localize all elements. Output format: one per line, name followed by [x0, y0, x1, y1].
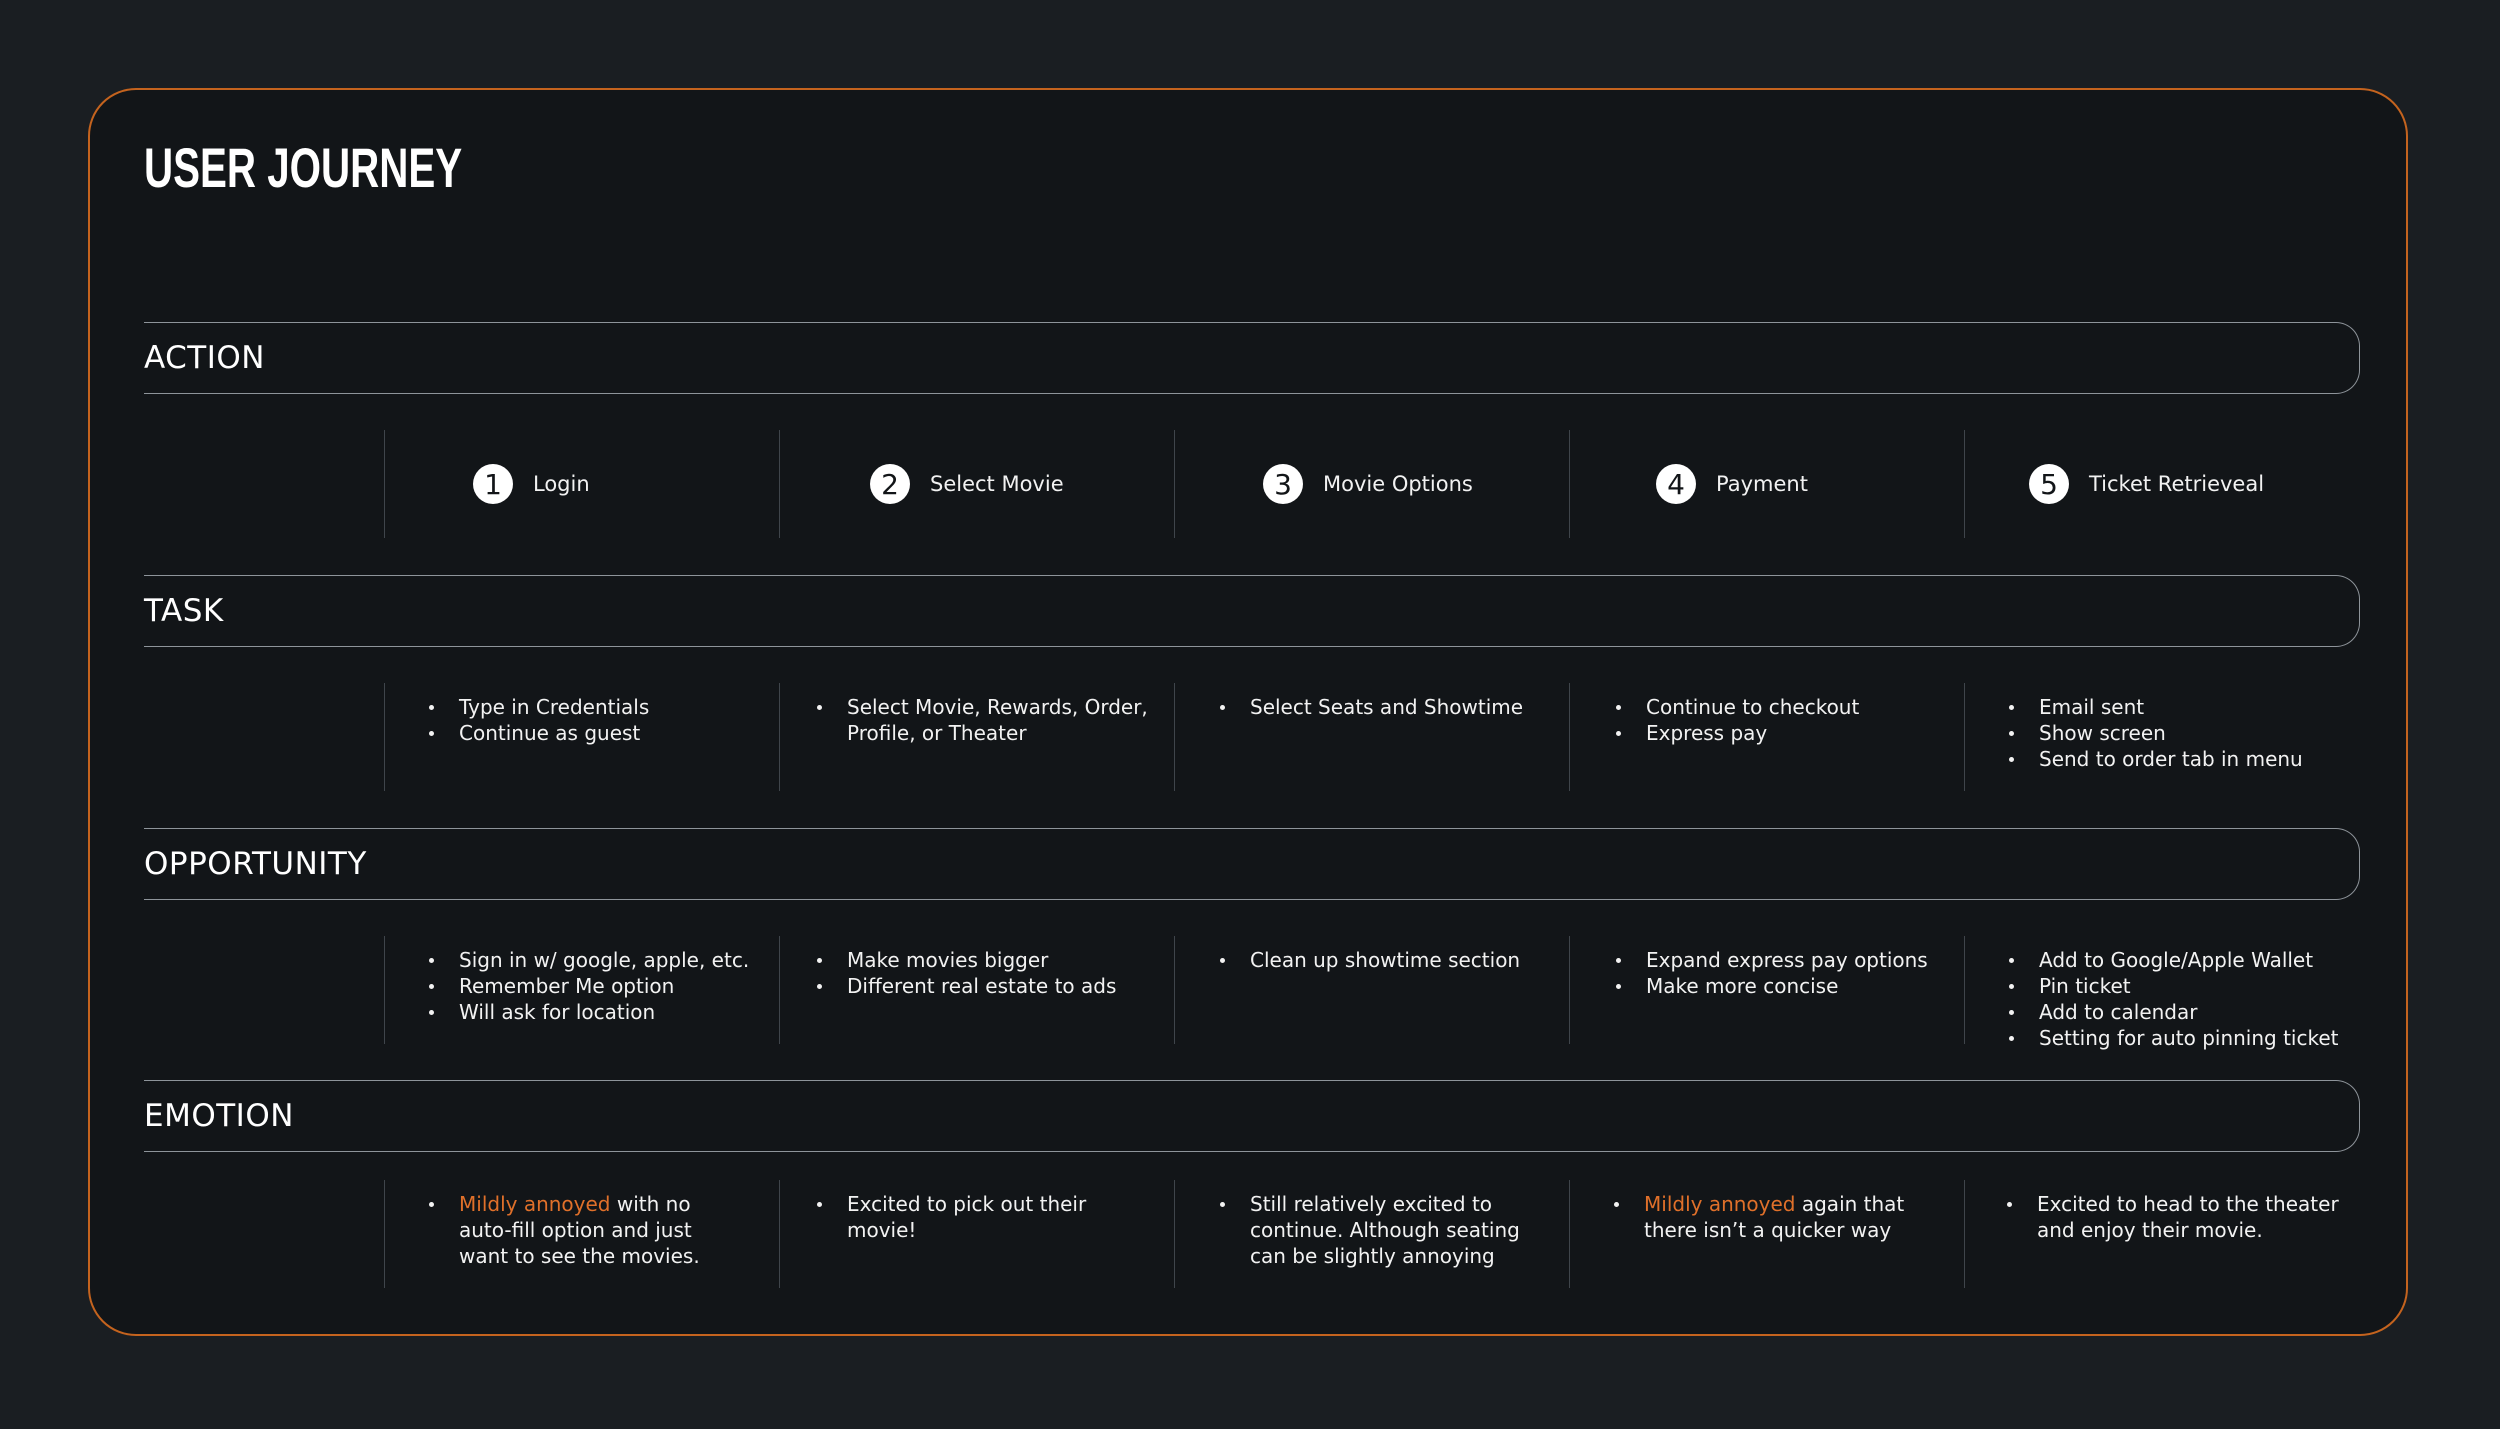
task-list-2 [817, 694, 1148, 746]
action-row [384, 430, 2360, 538]
list-item: Continue as guest [429, 720, 649, 746]
list-item: Select Seats and Showtime [1220, 694, 1523, 720]
list-item: Expand express pay options [1616, 947, 1928, 973]
list-item: Make movies bigger [817, 947, 1116, 973]
list-item: Sign in w/ google, apple, etc. [429, 947, 749, 973]
list-item: Continue to checkout [1616, 694, 1859, 720]
list-item [1220, 1191, 1520, 1269]
section-label-action: ACTION [144, 340, 265, 376]
section-bar-action [144, 322, 2360, 394]
step-number-5: 5 [2029, 464, 2069, 504]
opportunity-column-3 [1174, 936, 1569, 1044]
task-column-2 [779, 683, 1174, 791]
emotion-column-5 [1964, 1180, 2359, 1288]
section-bar-task [144, 575, 2360, 647]
step-column-5 [1964, 430, 2359, 538]
emotion-column-3 [1174, 1180, 1569, 1288]
step-label-1: Login [533, 472, 590, 496]
step-label-4: Payment [1716, 472, 1808, 496]
list-item: Email sent [2009, 694, 2303, 720]
section-label-emotion: EMOTION [144, 1098, 294, 1134]
emotion-list-3 [1220, 1191, 1520, 1269]
list-item-line: continue. Although seating [1250, 1218, 1520, 1242]
list-item: Express pay [1616, 720, 1859, 746]
list-item: Make more concise [1616, 973, 1928, 999]
list-item: Add to Google/Apple Wallet [2009, 947, 2339, 973]
emotion-column-2 [779, 1180, 1174, 1288]
task-list-3 [1220, 694, 1523, 720]
step-column-4 [1569, 430, 1964, 538]
emotion-highlight: Mildly annoyed [1644, 1192, 1796, 1216]
emotion-column-4 [1569, 1180, 1964, 1288]
list-item: Add to calendar [2009, 999, 2339, 1025]
list-item-line: again that [1795, 1192, 1905, 1216]
list-item-line: auto-fill option and just [459, 1218, 692, 1242]
section-label-opportunity: OPPORTUNITY [144, 846, 367, 882]
page-title: USER JOURNEY [144, 136, 463, 199]
step-label-3: Movie Options [1323, 472, 1473, 496]
task-list-1 [429, 694, 649, 746]
list-item: Different real estate to ads [817, 973, 1116, 999]
step-column-2 [779, 430, 1174, 538]
opportunity-list-3 [1220, 947, 1520, 973]
task-column-1 [384, 683, 779, 791]
step-3 [1175, 430, 1569, 538]
emotion-row [384, 1180, 2360, 1288]
list-item: Clean up showtime section [1220, 947, 1520, 973]
list-item: Will ask for location [429, 999, 749, 1025]
task-column-3 [1174, 683, 1569, 791]
opportunity-column-2 [779, 936, 1174, 1044]
step-number-1: 1 [473, 464, 513, 504]
step-number-2: 2 [870, 464, 910, 504]
list-item [817, 694, 1148, 746]
list-item: Remember Me option [429, 973, 749, 999]
opportunity-column-5 [1964, 936, 2359, 1050]
list-item-line: there isn’t a quicker way [1644, 1218, 1892, 1242]
list-item-line: movie! [847, 1218, 917, 1242]
opportunity-row [384, 936, 2360, 1050]
opportunity-list-1 [429, 947, 749, 1025]
list-item: Pin ticket [2009, 973, 2339, 999]
list-item [1614, 1191, 1904, 1243]
list-item [2007, 1191, 2339, 1243]
step-number-4: 4 [1656, 464, 1696, 504]
section-label-task: TASK [144, 593, 224, 629]
list-item-line: with no [610, 1192, 691, 1216]
emotion-list-4 [1614, 1191, 1904, 1243]
opportunity-list-4 [1616, 947, 1928, 999]
step-2 [780, 430, 1174, 538]
opportunity-list-5 [2009, 947, 2339, 1051]
task-list-4 [1616, 694, 1859, 746]
user-journey-card [88, 88, 2408, 1336]
emotion-column-1 [384, 1180, 779, 1288]
step-1 [385, 430, 779, 538]
list-item [817, 1191, 1086, 1243]
section-bar-emotion [144, 1080, 2360, 1152]
step-4 [1570, 430, 1964, 538]
emotion-highlight: Mildly annoyed [459, 1192, 611, 1216]
task-column-4 [1569, 683, 1964, 791]
step-5 [1965, 430, 2359, 538]
task-row [384, 683, 2360, 791]
list-item-line: Excited to pick out their [847, 1192, 1087, 1216]
list-item-line: Still relatively excited to [1250, 1192, 1493, 1216]
section-bar-opportunity [144, 828, 2360, 900]
list-item-line: can be slightly annoying [1250, 1244, 1495, 1268]
step-label-5: Ticket Retrieveal [2089, 472, 2265, 496]
opportunity-column-1 [384, 936, 779, 1044]
step-column-1 [384, 430, 779, 538]
list-item-line: Excited to head to the theater [2037, 1192, 2339, 1216]
opportunity-list-2 [817, 947, 1116, 999]
list-item [429, 1191, 700, 1269]
emotion-list-5 [2007, 1191, 2339, 1243]
list-item-line: Select Movie, Rewards, Order, [847, 695, 1148, 719]
list-item: Type in Credentials [429, 694, 649, 720]
list-item: Show screen [2009, 720, 2303, 746]
list-item: Setting for auto pinning ticket [2009, 1025, 2339, 1051]
list-item-line: and enjoy their movie. [2037, 1218, 2263, 1242]
opportunity-column-4 [1569, 936, 1964, 1044]
list-item-line: want to see the movies. [459, 1244, 700, 1268]
task-column-5 [1964, 683, 2359, 791]
step-column-3 [1174, 430, 1569, 538]
emotion-list-2 [817, 1191, 1086, 1243]
step-number-3: 3 [1263, 464, 1303, 504]
step-label-2: Select Movie [930, 472, 1064, 496]
list-item-line: Profile, or Theater [847, 721, 1027, 745]
emotion-list-1 [429, 1191, 700, 1269]
list-item: Send to order tab in menu [2009, 746, 2303, 772]
task-list-5 [2009, 694, 2303, 772]
